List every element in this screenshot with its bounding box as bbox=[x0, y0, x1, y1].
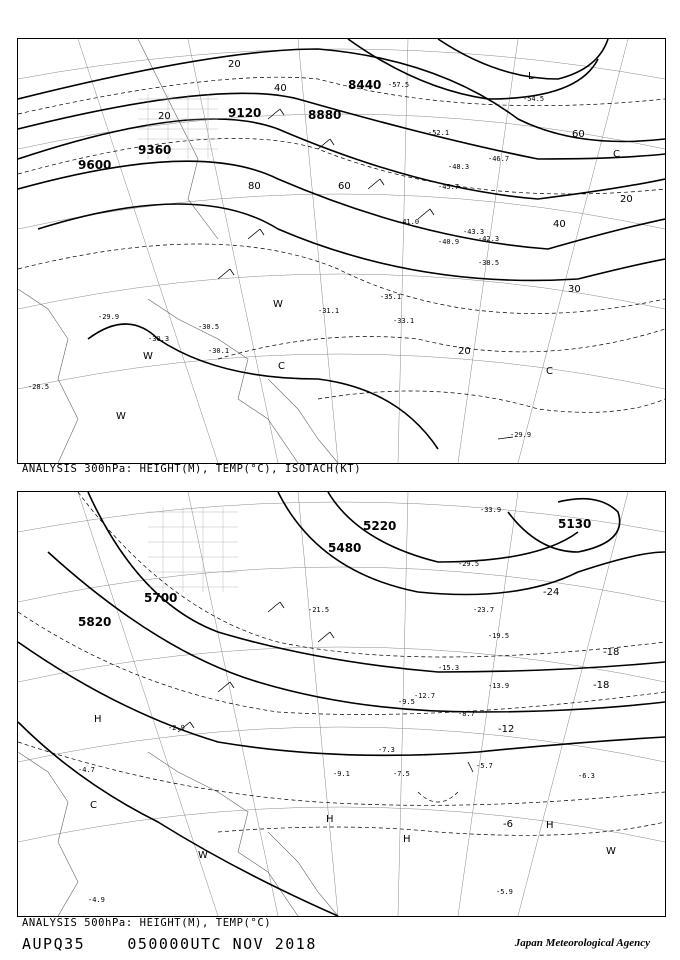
isotach-label: 20 bbox=[158, 111, 171, 122]
warm-marker: W bbox=[606, 846, 616, 857]
temp-label: -13.9 bbox=[488, 682, 510, 690]
isotherm-label: -18 bbox=[603, 647, 620, 658]
high-pressure-marker-icon: H bbox=[546, 820, 554, 831]
latlon-grid bbox=[18, 492, 665, 916]
temp-label: -29.5 bbox=[458, 560, 480, 568]
temp-label: -6.3 bbox=[578, 772, 595, 780]
temp-label: -29.9 bbox=[510, 431, 532, 439]
warm-marker: W bbox=[143, 351, 153, 362]
temp-label: -2.9 bbox=[168, 724, 185, 732]
temp-label: -48.3 bbox=[448, 163, 470, 171]
height-label-9600: 9600 bbox=[78, 158, 112, 172]
isotach-label: 40 bbox=[553, 219, 566, 230]
chart-code-and-time bbox=[22, 935, 317, 953]
agency-name: Japan Meteorological Agency bbox=[514, 937, 650, 949]
isotach-label: 30 bbox=[568, 284, 581, 295]
temp-label: -12.7 bbox=[414, 692, 436, 700]
height-label-5820: 5820 bbox=[78, 615, 112, 629]
temp-label: -4.9 bbox=[88, 896, 105, 904]
temp-label: -28.5 bbox=[28, 383, 50, 391]
isotach-label: 80 bbox=[248, 181, 261, 192]
temp-label: -30.3 bbox=[148, 335, 170, 343]
temp-label: -35.1 bbox=[380, 293, 402, 301]
jet-core-hatch bbox=[148, 507, 238, 592]
isotherm-label: -12 bbox=[498, 724, 515, 735]
temp-label: -30.5 bbox=[198, 323, 220, 331]
warm-marker: W bbox=[273, 299, 283, 310]
caption-500hpa: ANALYSIS 500hPa: HEIGHT(M), TEMP(°C) bbox=[22, 917, 272, 929]
high-pressure-marker-icon: H bbox=[403, 834, 411, 845]
isotach-label: 60 bbox=[338, 181, 351, 192]
high-pressure-marker-icon: H bbox=[94, 714, 102, 725]
cold-marker: C bbox=[278, 361, 285, 372]
high-pressure-marker-icon: H bbox=[326, 814, 334, 825]
isotherm-label: -24 bbox=[543, 587, 560, 598]
map-panel-500hpa bbox=[17, 491, 666, 917]
isotach-label: 20 bbox=[458, 346, 471, 357]
cold-marker: C bbox=[90, 800, 97, 811]
temp-label: -5.9 bbox=[496, 888, 513, 896]
chart-code: AUPQ35 bbox=[22, 935, 86, 953]
valid-time: 050000UTC NOV 2018 bbox=[127, 935, 317, 953]
temp-label: -38.5 bbox=[478, 259, 500, 267]
temp-label: -45.7 bbox=[438, 183, 460, 191]
temp-label: -57.5 bbox=[388, 81, 410, 89]
temp-label: -40.9 bbox=[438, 238, 460, 246]
temp-label: -30.1 bbox=[208, 347, 230, 355]
temp-label: -21.5 bbox=[308, 606, 330, 614]
map-500hpa-svg bbox=[18, 492, 665, 916]
isotherm-label: -18 bbox=[593, 680, 610, 691]
temp-label: -15.3 bbox=[438, 664, 460, 672]
cold-marker: C bbox=[613, 149, 620, 160]
temp-label: -46.7 bbox=[488, 155, 510, 163]
height-label-9360: 9360 bbox=[138, 143, 172, 157]
temp-label: -5.7 bbox=[476, 762, 493, 770]
temp-label: -23.7 bbox=[473, 606, 495, 614]
temp-label: -7.5 bbox=[393, 770, 410, 778]
warm-marker: W bbox=[198, 850, 208, 861]
isotach-label: 40 bbox=[274, 83, 287, 94]
height-label-5130: 5130 bbox=[558, 517, 592, 531]
coastline bbox=[18, 39, 338, 463]
height-label-5480: 5480 bbox=[328, 541, 362, 555]
height-contours bbox=[18, 39, 665, 449]
height-contours bbox=[18, 492, 665, 916]
temp-label: -54.5 bbox=[523, 95, 545, 103]
temp-label: -9.5 bbox=[398, 698, 415, 706]
temp-label: -33.9 bbox=[480, 506, 502, 514]
temp-label: -19.5 bbox=[488, 632, 510, 640]
map-300hpa-svg bbox=[18, 39, 665, 463]
temp-label: -43.3 bbox=[463, 228, 485, 236]
height-label-8440: 8440 bbox=[348, 78, 382, 92]
isotach-label: 20 bbox=[620, 194, 633, 205]
temp-label: -7.3 bbox=[378, 746, 395, 754]
cold-marker: C bbox=[546, 366, 553, 377]
height-label-5700: 5700 bbox=[144, 591, 178, 605]
isotherms bbox=[18, 77, 665, 412]
temp-label: -4.7 bbox=[78, 766, 95, 774]
temp-label: -31.1 bbox=[318, 307, 340, 315]
temp-label: -41.0 bbox=[398, 218, 420, 226]
temp-label: -29.9 bbox=[98, 313, 120, 321]
isotach-label: 60 bbox=[572, 129, 585, 140]
temp-label: -33.1 bbox=[393, 317, 415, 325]
low-pressure-marker-icon: L bbox=[528, 71, 534, 82]
latlon-grid bbox=[18, 39, 665, 463]
temp-label: -42.3 bbox=[478, 235, 500, 243]
map-panel-300hpa bbox=[17, 38, 666, 464]
height-label-9120: 9120 bbox=[228, 106, 262, 120]
height-label-8880: 8880 bbox=[308, 108, 342, 122]
warm-marker: W bbox=[116, 411, 126, 422]
temp-label: -8.7 bbox=[458, 710, 475, 718]
caption-300hpa: ANALYSIS 300hPa: HEIGHT(M), TEMP(°C), ISOTACH(KT) bbox=[22, 463, 362, 475]
isotherm-label: -6 bbox=[503, 819, 513, 830]
height-label-5220: 5220 bbox=[363, 519, 397, 533]
temp-label: -9.1 bbox=[333, 770, 350, 778]
wind-barb-icon bbox=[178, 602, 473, 772]
temp-label: -52.1 bbox=[428, 129, 450, 137]
isotach-label: 20 bbox=[228, 59, 241, 70]
